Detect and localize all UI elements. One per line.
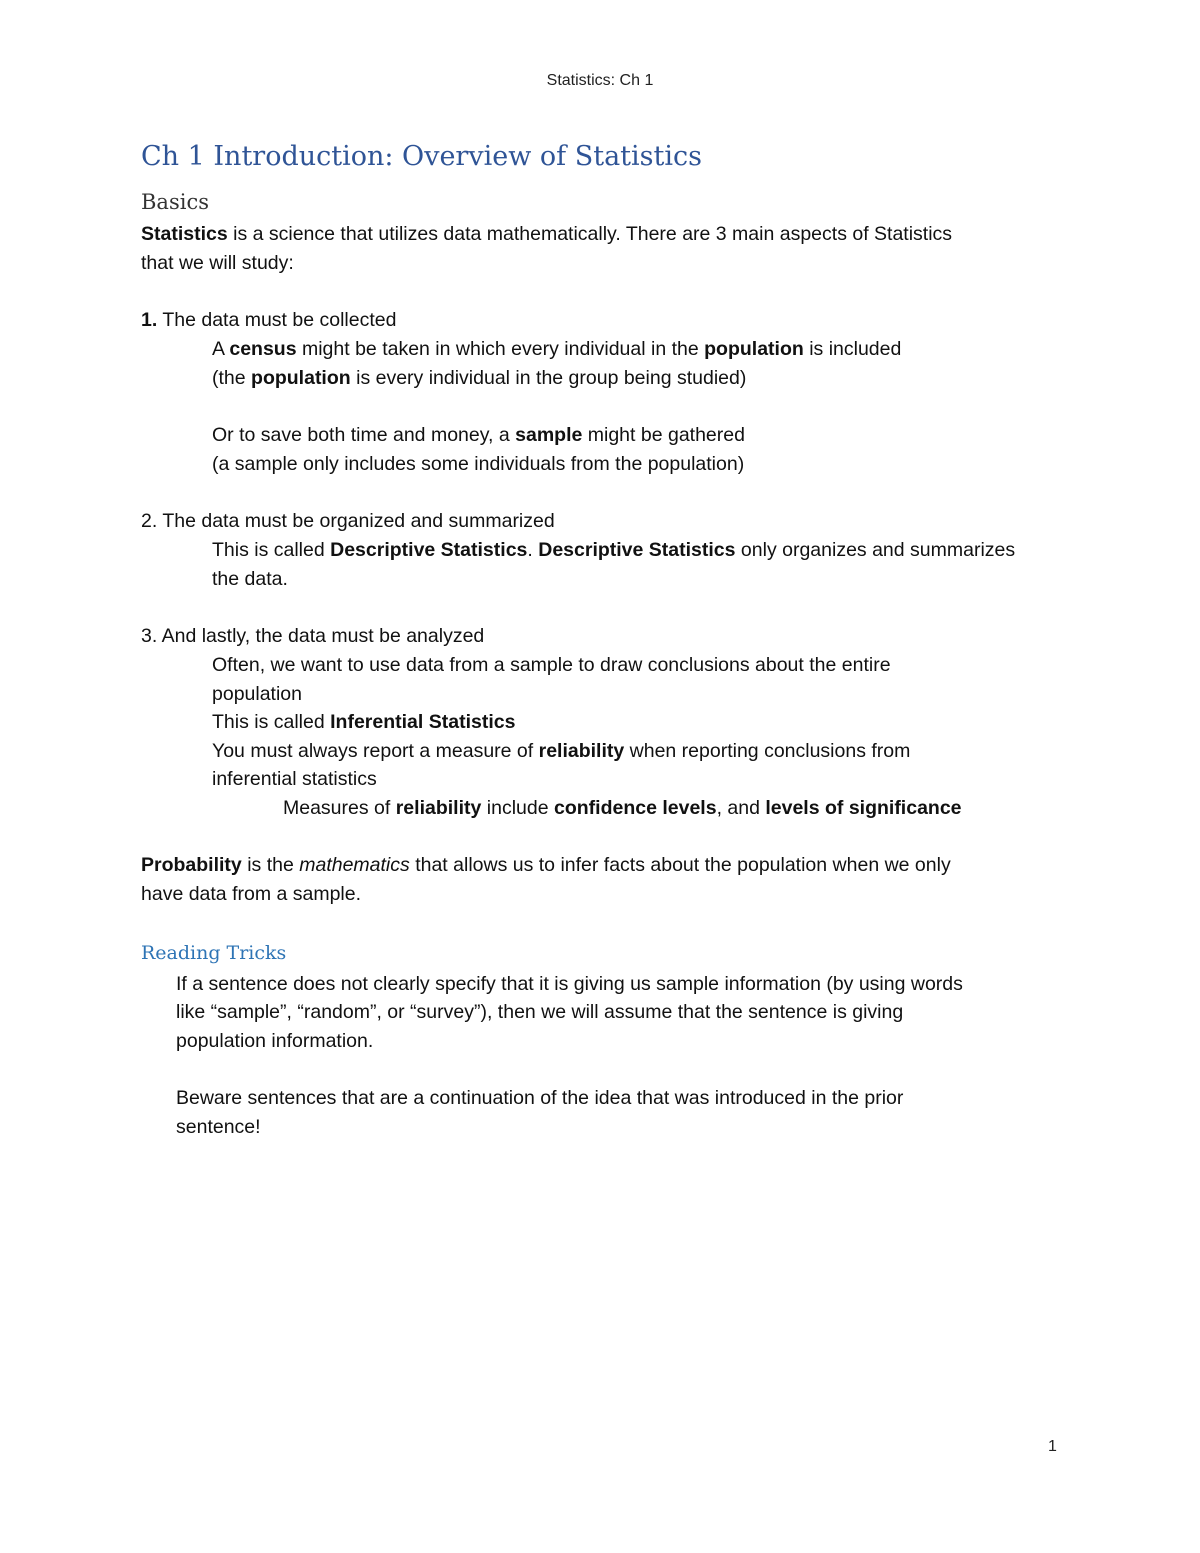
term-confidence-levels: confidence levels <box>553 797 717 819</box>
aspect-3-line-6: Measures of reliability include confidence levels, and levels of significance <box>283 797 962 819</box>
probability-line-1: Probability is the mathematics that allows us to infer facts about the population when we only <box>141 854 951 876</box>
term-statistics: Statistics <box>141 223 228 245</box>
aspect-1-line-4: (a sample only includes some individuals from the population) <box>212 453 745 475</box>
term-descriptive-statistics: Descriptive Statistics <box>538 539 736 561</box>
aspect-1-heading: 1. The data must be collected <box>141 309 397 331</box>
page-title: Ch 1 Introduction: Overview of Statistics <box>141 141 702 172</box>
term-population: population <box>704 338 804 360</box>
term-inferential-statistics: Inferential Statistics <box>330 711 516 733</box>
aspect-3-line-4: You must always report a measure of reliability when reporting conclusions from <box>212 740 911 762</box>
aspect-3-line-1: Often, we want to use data from a sample to draw conclusions about the entire <box>212 654 891 676</box>
aspect-3-heading: 3. And lastly, the data must be analyzed <box>141 625 485 647</box>
page-header: Statistics: Ch 1 <box>546 72 654 89</box>
tricks-p1-line-3: population information. <box>176 1030 374 1052</box>
aspect-1-line-3: Or to save both time and money, a sample might be gathered <box>212 424 745 446</box>
term-reliability: reliability <box>538 740 625 762</box>
term-probability: Probability <box>141 854 242 876</box>
term-levels-of-significance: levels of significance <box>765 797 962 819</box>
tricks-p1-line-1: If a sentence does not clearly specify that it is giving us sample information (by using words <box>176 973 963 995</box>
aspect-2-line-2: the data. <box>212 568 288 590</box>
section-heading-reading-tricks: Reading Tricks <box>141 942 287 964</box>
aspect-1-line-2: (the population is every individual in the group being studied) <box>212 367 747 389</box>
term-descriptive-statistics: Descriptive Statistics <box>330 539 528 561</box>
tricks-p2-line-1: Beware sentences that are a continuation of the idea that was introduced in the prior <box>176 1087 904 1109</box>
aspect-1-line-1: A census might be taken in which every individual in the population is included <box>212 338 902 360</box>
probability-line-2: have data from a sample. <box>141 883 362 905</box>
aspect-2-heading: 2. The data must be organized and summarized <box>141 510 555 532</box>
tricks-p2-line-2: sentence! <box>176 1116 261 1138</box>
aspect-3-line-5: inferential statistics <box>212 768 377 790</box>
intro-line-2: that we will study: <box>141 252 294 274</box>
emphasis-mathematics: mathematics <box>299 854 410 876</box>
term-sample: sample <box>515 424 583 446</box>
aspect-3-line-2: population <box>212 683 302 705</box>
aspect-3-line-3: This is called Inferential Statistics <box>212 711 516 733</box>
section-heading-basics: Basics <box>141 190 209 214</box>
aspect-2-line-1: This is called Descriptive Statistics. Descriptive Statistics only organizes and summarizes <box>212 539 1016 561</box>
intro-line-1: Statistics is a science that utilizes data mathematically. There are 3 main aspects of Statistics <box>141 223 953 245</box>
term-census: census <box>229 338 297 360</box>
term-population: population <box>251 367 351 389</box>
page-number: 1 <box>1048 1438 1057 1455</box>
term-reliability: reliability <box>395 797 482 819</box>
tricks-p1-line-2: like “sample”, “random”, or “survey”), then we will assume that the sentence is giving <box>176 1001 904 1023</box>
